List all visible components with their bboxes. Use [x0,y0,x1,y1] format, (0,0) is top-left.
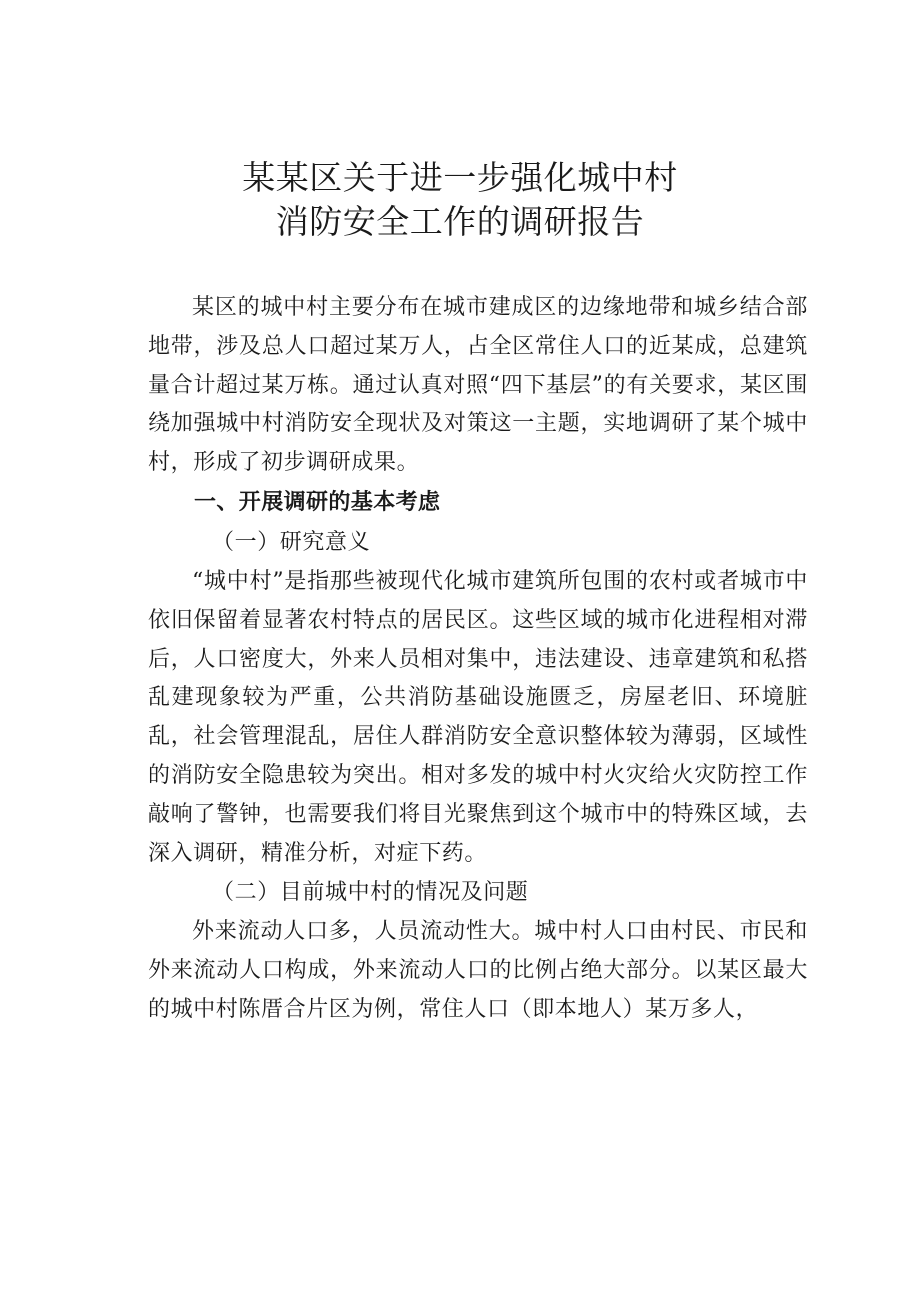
section-1-heading: 一、开展调研的基本考虑 [194,489,441,515]
intro-paragraph: 某区的城中村主要分布在城市建成区的边缘地带和城乡结合部地带，涉及总人口超过某万人，占全区常住人口的近某成，总建筑量合计超过某万栋。通过认真对照“四下基层”的有关要求，某区围绕加强城中村消防安全现状及对策这一主题，实地调研了某个城中村，形成了初步调研成果。 [148,295,808,476]
subsection-2-paragraph: 外来流动人口多，人员流动性大。城中村人口由村民、市民和外来流动人口构成，外来流动人口的比例占绝大部分。以某区最大的城中村陈厝合片区为例，常住人口（即本地人）某万多人， [148,919,808,1022]
subsection-2-heading: （二）目前城中村的情况及问题 [212,880,529,906]
title-line-2: 消防安全工作的调研报告 [275,202,645,241]
document-body [148,289,808,1030]
document-title [0,156,920,244]
subsection-1-paragraph: “城中村”是指那些被现代化城市建筑所包围的农村或者城市中依旧保留着显著农村特点的居民区。这些区域的城市化进程相对滞后，人口密度大，外来人员相对集中，违法建设、违章建筑和私搭乱建现象较为严重，公共消防基础设施匮乏，房屋老旧、环境脏乱，社会管理混乱，居住人群消防安全意识整体较为薄弱，区域性的消防安全隐患较为突出。相对多发的城中村火灾给火灾防控工作敲响了警钟，也需要我们将目光聚焦到这个城市中的特殊区域，去深入调研，精准分析，对症下药。 [148,568,808,866]
title-line-1: 某某区关于进一步强化城中村 [242,158,678,197]
subsection-1-heading: （一）研究意义 [212,529,371,555]
